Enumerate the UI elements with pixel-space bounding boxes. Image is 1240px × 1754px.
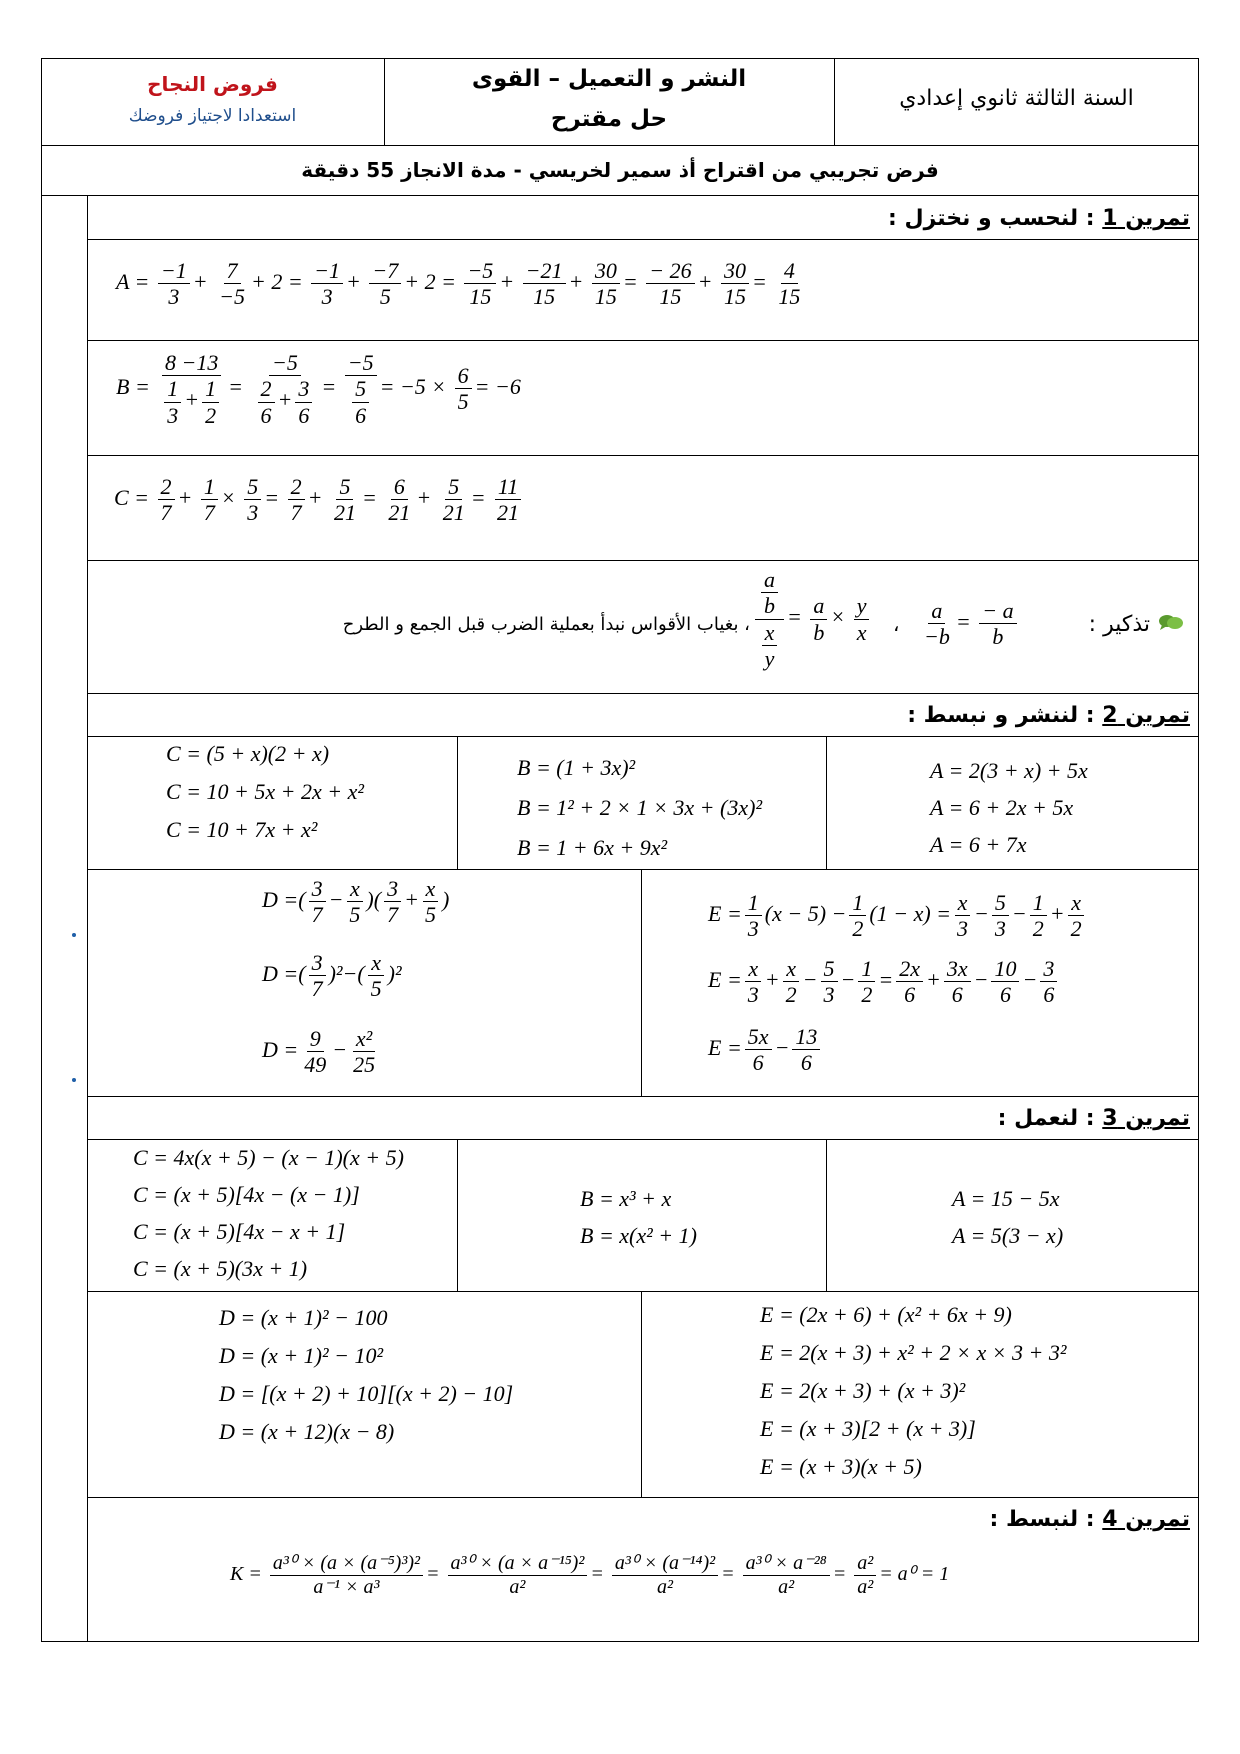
ex3-col-line-1 <box>457 1139 458 1291</box>
ex2-col-line-3 <box>641 869 642 1096</box>
ex2-row-line-2 <box>87 869 1199 870</box>
expression-E2-line1: E = $\frac{1}{3}$ (x − 5) − $\frac{1}{2}$ (1 − x) = $\frac{x}{3}$ − $\frac{5}{3}$ − $\frac{1}{2}$ + $\frac{x}{2}$ <box>708 890 1088 942</box>
topic-title: النشر و التعميل – القوى <box>471 66 747 92</box>
exercise2-title: تمرين 2 : لننشر و نبسط : <box>907 703 1190 728</box>
margin-dot-1 <box>72 933 76 937</box>
expression-E2-line2: E = $\frac{x}{3}$ + $\frac{x}{2}$ − $\frac{5}{3}$ − $\frac{1}{2}$ = $\frac{2x}{6}$ + $\frac{3x}{6}$ − $\frac{10}{6}$ − $\frac{3}{6}$ <box>708 956 1060 1008</box>
expression-C2: C = (5 + x)(2 + x) C = 10 + 5x + 2x + x² C = 10 + 7x + x² <box>166 741 364 842</box>
header-divider <box>41 145 1199 146</box>
expression-E3: E = (2x + 6) + (x² + 6x + 9) E = 2(x + 3) + x² + 2 × x × 3 + 3² E = 2(x + 3) + (x + 3)² E = (x + 3)[2 + (x + 3)] E = (x + 3)(x + 5) <box>760 1302 1067 1479</box>
expression-K: K = $\frac{\text{a³⁰ × (a × (a⁻⁵)³)²}}{\text{a⁻¹ × a³}}$ = $\frac{\text{a³⁰ × (a × a⁻¹⁵)²}}{\text{a²}}$ = $\frac{\text{a³⁰ × (a⁻¹⁴)²}}{\text{a²}}$ = $\frac{\text{a³⁰ × a⁻²⁸}}{\text{a²}}$ = $\frac{\text{a²}}{\text{a²}}$ = a⁰ = 1 <box>230 1552 950 1598</box>
speech-bubble-icon <box>1158 613 1184 631</box>
subtitle-divider <box>41 195 1199 196</box>
expression-B3: B = x³ + x B = x(x² + 1) <box>580 1186 697 1248</box>
ex2-col-line-2 <box>826 736 827 869</box>
expression-A2: A = 2(3 + x) + 5x A = 6 + 2x + 5x A = 6 + 7x <box>930 758 1088 857</box>
brand-subtitle: استعدادا لاجتياز فروضك <box>128 106 297 126</box>
ex3-col-line-3 <box>641 1291 642 1497</box>
expression-D2-line2: D =( $\frac{3}{7}$ )²−( $\frac{x}{5}$ )² <box>262 950 402 1002</box>
ex2-end-line <box>87 1096 1199 1097</box>
brand-title: فروض النجاح <box>147 72 278 96</box>
expression-A3: A = 15 − 5x A = 5(3 − x) <box>952 1186 1064 1248</box>
reminder-text: ، بغياب الأقواس نبدأ بعملية الضرب قبل الجمع و الطرح <box>342 614 750 635</box>
ex1-row-line-1 <box>87 239 1199 240</box>
expression-D2-line3: D = $\frac{9}{49}$ − $\frac{\text{x²}}{25}$ <box>262 1026 376 1078</box>
ex3-row-line-2 <box>87 1291 1199 1292</box>
expression-A1: A = $\frac{-1}{3}$ + $\frac{7}{-5}$ + 2 = $\frac{-1}{3}$ + $\frac{-7}{5}$ + 2 = $\frac{-5}{15}$ + $\frac{-21}{15}$ + $\frac{30}{15}$ = $\frac{- 26}{15}$ + $\frac{30}{15}$ = $\frac{4}{15}$ <box>116 258 801 310</box>
expression-C1: C = $\frac{2}{7}$ + $\frac{1}{7}$ × $\frac{5}{3}$ = $\frac{2}{7}$ + $\frac{5}{21}$ = $\frac{6}{21}$ + $\frac{5}{21}$ = $\frac{11}{21}$ <box>114 474 525 526</box>
reminder-label: تذكير : <box>1088 612 1150 637</box>
ex1-end-line <box>87 693 1199 694</box>
ex1-row-line-4 <box>87 560 1199 561</box>
grade-level: السنة الثالثة ثانوي إعدادي <box>899 86 1134 111</box>
exercise4-title: تمرين 4 : لنبسط : <box>989 1507 1190 1532</box>
expression-C3: C = 4x(x + 5) − (x − 1)(x + 5) C = (x + 5)[4x − (x − 1)] C = (x + 5)[4x − x + 1] C = (x + 5)(3x + 1) <box>133 1145 404 1281</box>
exercise1-title: تمرين 1 : لنحسب و نختزل : <box>888 206 1190 231</box>
ex2-col-line-1 <box>457 736 458 869</box>
margin-dot-2 <box>72 1078 76 1082</box>
reminder-separator: ، <box>893 612 900 636</box>
ex1-row-line-2 <box>87 340 1199 341</box>
reminder-formula-1: $\frac{a}{-b}$ = $\frac{- a}{b}$ <box>918 598 1020 650</box>
ex1-row-line-3 <box>87 455 1199 456</box>
expression-E2-line3: E = $\frac{5x}{6}$ − $\frac{13}{6}$ <box>708 1024 823 1076</box>
expression-B2: B = (1 + 3x)² B = 1² + 2 × 1 × 3x + (3x)² B = 1 + 6x + 9x² <box>517 755 763 860</box>
expression-D2-line1: D =( $\frac{3}{7}$ − $\frac{x}{5}$ )( $\frac{3}{7}$ + $\frac{x}{5}$ ) <box>262 876 450 928</box>
ex3-end-line <box>87 1497 1199 1498</box>
expression-B1: B = 8 −13 $\frac{1}{3}$ + $\frac{1}{2}$ = −5 $\frac{2}{6}$ + $\frac{3}{6}$ = $\frac{-5}{\frac{5}{6}}$ = −5 × $\frac{6}{5}$ = −6 <box>116 350 521 428</box>
ex3-col-line-2 <box>826 1139 827 1291</box>
topic-subtitle: حل مقترح <box>550 106 668 132</box>
exercise3-title: تمرين 3 : لنعمل : <box>997 1106 1190 1131</box>
margin-line <box>87 195 88 1642</box>
exam-subtitle: فرض تجريبي من اقتراح أذ سمير لخريسي - مدة الانجاز 55 دقيقة <box>301 158 939 182</box>
reminder-formula-2: $\frac{\frac{a}{b}}{\frac{x}{y}}$ = $\frac{a}{b}$ × $\frac{y}{x}$ <box>752 567 872 671</box>
expression-D3: D = (x + 1)² − 100 D = (x + 1)² − 10² D = [(x + 2) + 10][(x + 2) − 10] D = (x + 12)(x − 8) <box>219 1305 514 1444</box>
